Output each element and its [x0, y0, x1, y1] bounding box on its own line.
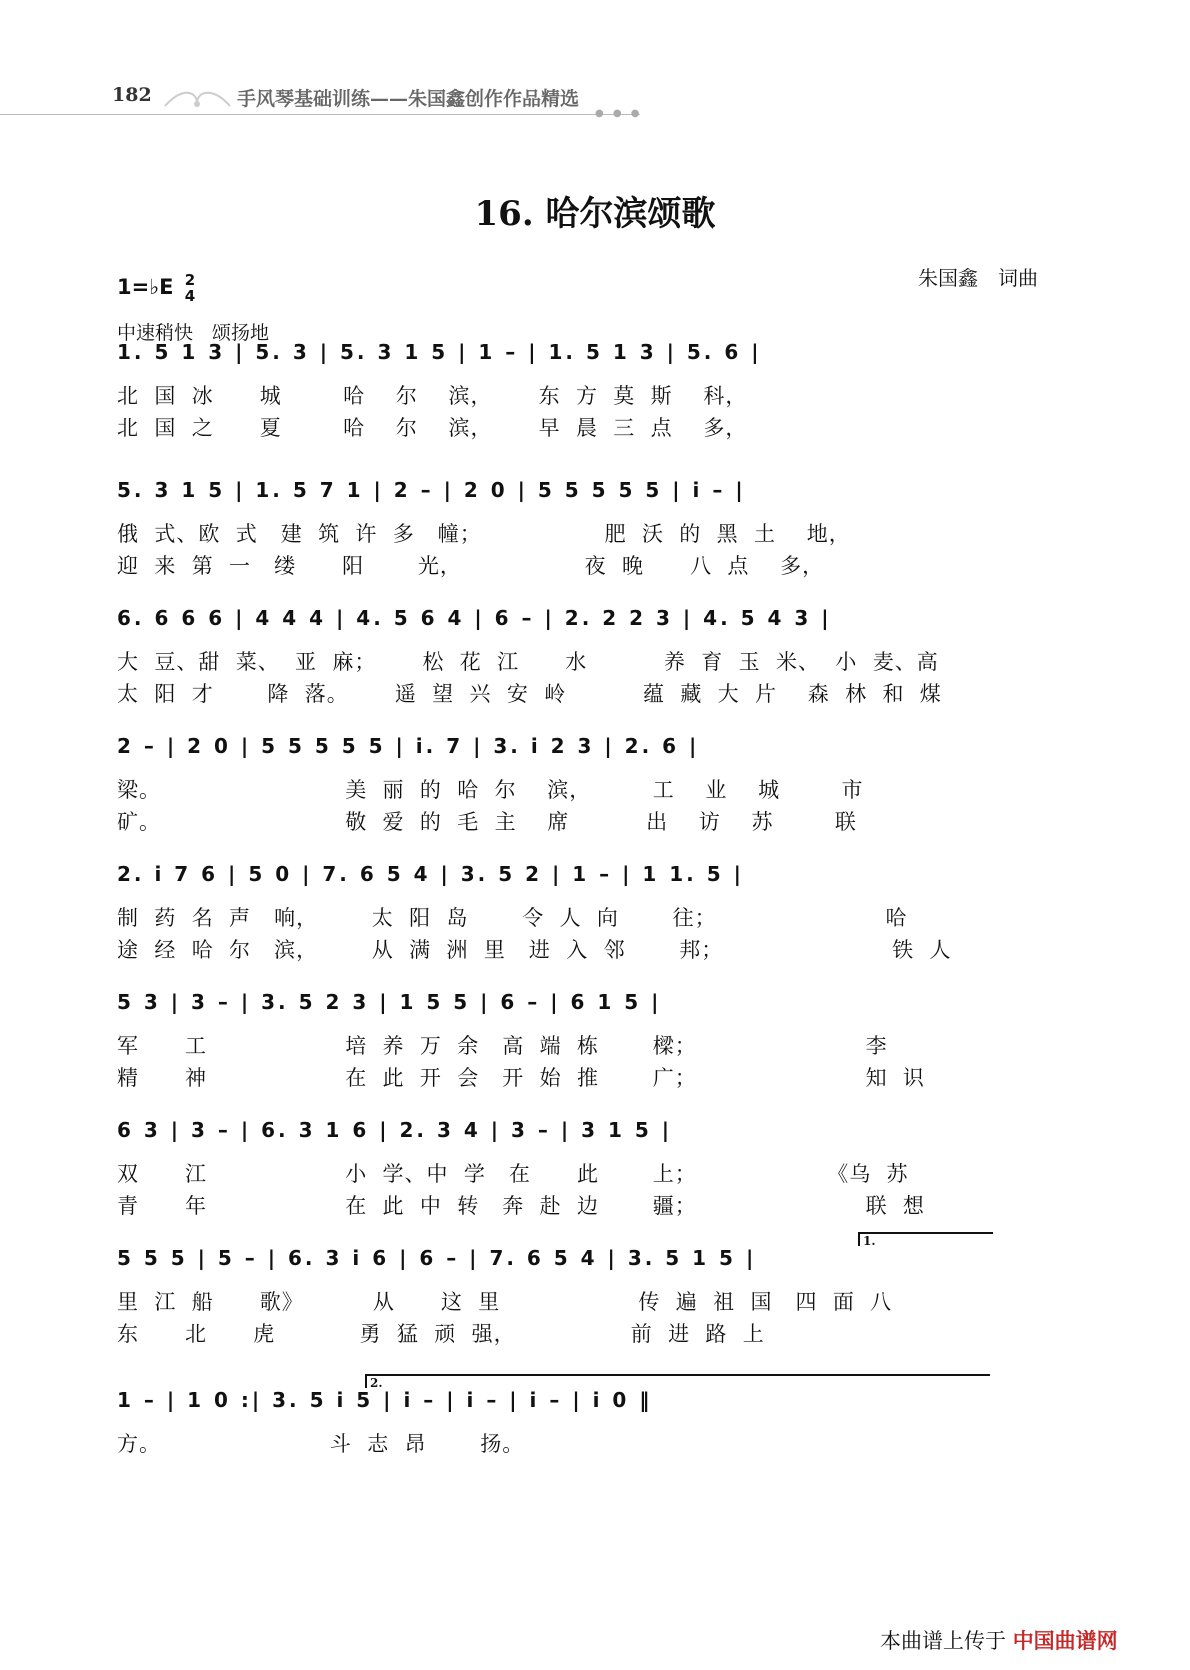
staff-line	[0, 1118, 1190, 1258]
watermark-site: 中国曲谱网	[1012, 1629, 1118, 1653]
staff-line	[0, 734, 1190, 874]
lyric-verse-2: 东 北 虎 勇 猛 顽 强， 前 进 路 上	[117, 1322, 765, 1346]
lyric-verse-2: 精 神 在 此 开 会 开 始 推 广； 知 识	[117, 1066, 925, 1090]
lyric-verse-2: 途 经 哈 尔 滨， 从 满 洲 里 进 入 邻 邦； 铁 人	[117, 938, 952, 962]
header-divider	[0, 114, 640, 115]
lyric-verse-2: 青 年 在 此 中 转 奔 赴 边 疆； 联 想	[117, 1194, 925, 1218]
notes-row: 1 – | 1 0 :| 3. 5 i 5 | i – | i – | i – | i 0 ‖	[117, 1388, 653, 1412]
lyric-verse-2: 迎 来 第 一 缕 阳 光， 夜 晚 八 点 多，	[117, 554, 825, 578]
notes-row: 6. 6 6 6 | 4 4 4 | 4. 5 6 4 | 6 – | 2. 2 2 3 | 4. 5 4 3 |	[117, 606, 832, 630]
lyric-verse-1: 制 药 名 声 响， 太 阳 岛 令 人 向 往； 哈	[117, 906, 908, 930]
time-top: 2	[184, 271, 196, 289]
lyric-verse-2: 矿。 敬 爱 的 毛 主 席 出 访 苏 联	[117, 810, 857, 834]
lyric-verse-1: 梁。 美 丽 的 哈 尔 滨， 工 业 城 市	[117, 778, 864, 802]
notes-row: 6 3 | 3 – | 6. 3 1 6 | 2. 3 4 | 3 – | 3 1 5 |	[117, 1118, 673, 1142]
notes-row: 1. 5 1 3 | 5. 3 | 5. 3 1 5 | 1 – | 1. 5 1 3 | 5. 6 |	[117, 340, 762, 364]
lyric-verse-1: 军 工 培 养 万 余 高 端 栋 樑； 李	[117, 1034, 888, 1058]
time-signature	[185, 272, 195, 304]
time-bottom: 4	[184, 287, 196, 305]
book-title: 手风琴基础训练——朱国鑫创作作品精选	[237, 88, 580, 110]
staff-line	[0, 478, 1190, 618]
notes-row: 5 5 5 | 5 – | 6. 3 i 6 | 6 – | 7. 6 5 4 | 3. 5 1 5 |	[117, 1246, 757, 1270]
key-text: 1=♭E	[117, 275, 174, 299]
lyric-verse-1: 俄 式、欧 式 建 筑 许 多 幢； 肥 沃 的 黑 土 地，	[117, 522, 851, 546]
staff-line	[0, 606, 1190, 746]
watermark-prefix: 本曲谱上传于	[880, 1629, 1006, 1653]
staff-line	[0, 990, 1190, 1130]
volta-first: 1.	[858, 1232, 993, 1246]
staff-line	[0, 1246, 1190, 1386]
composer-credit: 朱国鑫 词曲	[918, 266, 1038, 290]
notes-row: 2. i 7 6 | 5 0 | 7. 6 5 4 | 3. 5 2 | 1 – | 1 1. 5 |	[117, 862, 744, 886]
key-signature	[117, 272, 195, 304]
tempo-marking: 中速稍快 颂扬地	[117, 322, 270, 344]
lyric-verse-2: 太 阳 才 降 落。 遥 望 兴 安 岭 蕴 藏 大 片 森 林 和 煤	[117, 682, 942, 706]
notes-row: 5. 3 1 5 | 1. 5 7 1 | 2 – | 2 0 | 5 5 5 5 5 | i – |	[117, 478, 746, 502]
notes-row: 2 – | 2 0 | 5 5 5 5 5 | i. 7 | 3. i 2 3 | 2. 6 |	[117, 734, 700, 758]
volta-second: 2.	[365, 1374, 990, 1388]
header-dots: ● ● ●	[595, 108, 643, 119]
lyric-verse-1: 北 国 冰 城 哈 尔 滨， 东 方 莫 斯 科，	[117, 384, 748, 408]
lyric-verse-1: 方。 斗 志 昂 扬。	[117, 1432, 525, 1456]
page-number: 182	[112, 84, 152, 106]
ornament-icon	[160, 84, 235, 114]
lyric-verse-1: 里 江 船 歌》 从 这 里 传 遍 祖 国 四 面 八	[117, 1290, 893, 1314]
staff-line	[0, 862, 1190, 1002]
lyric-verse-2: 北 国 之 夏 哈 尔 滨， 早 晨 三 点 多，	[117, 416, 748, 440]
staff-line	[0, 340, 1190, 480]
notes-row: 5 3 | 3 – | 3. 5 2 3 | 1 5 5 | 6 – | 6 1 5 |	[117, 990, 662, 1014]
lyric-verse-1: 大 豆、甜 菜、 亚 麻； 松 花 江 水 养 育 玉 米、 小 麦、高	[117, 650, 939, 674]
lyric-verse-1: 双 江 小 学、中 学 在 此 上； 《乌 苏	[117, 1162, 909, 1186]
staff-line	[0, 1388, 1190, 1528]
song-title: 16. 哈尔滨颂歌	[474, 194, 716, 234]
watermark	[880, 1625, 1118, 1655]
